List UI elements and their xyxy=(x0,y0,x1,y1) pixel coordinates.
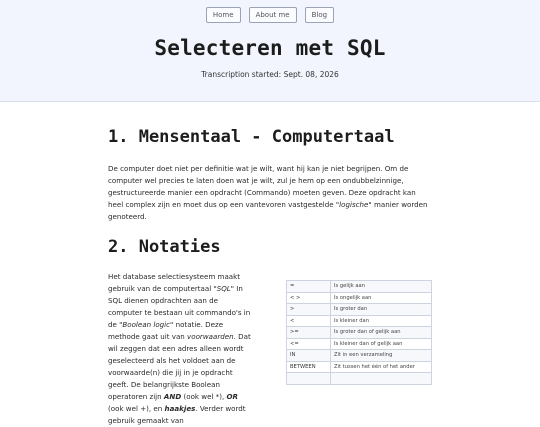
operator-cell: >= xyxy=(287,327,331,339)
description-cell: Zit in een verzameling xyxy=(331,350,432,362)
description-cell: Is gelijk aan xyxy=(331,281,432,293)
description-cell: Is groter dan xyxy=(331,304,432,316)
text-fragment: notatie. Deze methode gaat uit van xyxy=(108,320,224,341)
notaties-section xyxy=(108,271,432,425)
text-fragment: (ook wel +), en xyxy=(108,404,165,413)
text-fragment: Het database selectiesysteem maakt gebruik van de computertaal xyxy=(108,272,241,293)
top-nav xyxy=(0,7,540,23)
table-row xyxy=(287,338,432,350)
operators-table xyxy=(286,280,432,385)
description-cell: Is kleiner dan of gelijk aan xyxy=(331,338,432,350)
table-row xyxy=(287,304,432,316)
operator-cell: < > xyxy=(287,292,331,304)
nav-blog-link[interactable]: Blog xyxy=(305,7,334,23)
paragraph-italic-text: logische xyxy=(339,200,369,209)
paragraph-text-end: " manier worden genoteerd. xyxy=(108,200,428,221)
text-fragment: (ook wel *), xyxy=(181,392,227,401)
page-header xyxy=(0,0,540,102)
text-fragment: . Verder wordt gebruik gemaakt van xyxy=(108,404,246,425)
nav-about-link[interactable]: About me xyxy=(249,7,297,23)
operator-cell: = xyxy=(287,281,331,293)
or-operator-term: OR xyxy=(226,392,239,401)
table-row xyxy=(287,373,432,385)
article-content xyxy=(108,103,432,425)
section-heading-notaties: 2. Notaties xyxy=(108,237,221,257)
paragraph-text: De computer doet niet per definitie wat je wilt, want hij kan je niet begrijpen. Om de computer wel precies te laten doen wat je wilt, zul je hem op een ondubbelzinnige, gestructureerde manier een opdracht (Commando) moeten geven. Deze opdracht kan heel complex zijn en moet dus op een vantevoren vastgestelde " xyxy=(108,164,416,209)
table-row xyxy=(287,315,432,327)
haakjes-term: haakjes xyxy=(164,404,196,413)
and-operator-term: AND xyxy=(163,392,182,401)
section-heading-mensentaal: 1. Mensentaal - Computertaal xyxy=(108,127,395,147)
description-cell: Is kleiner dan xyxy=(331,315,432,327)
page-title: Selecteren met SQL xyxy=(154,36,386,60)
transcription-date: Transcription started: Sept. 08, 2026 xyxy=(201,70,339,79)
table-row xyxy=(287,292,432,304)
notaties-paragraph xyxy=(108,271,253,427)
description-cell xyxy=(331,373,432,385)
table-row xyxy=(287,327,432,339)
voorwaarden-term: voorwaarden xyxy=(187,332,234,341)
operator-cell: < xyxy=(287,315,331,327)
text-fragment: . Dat wil zeggen dat een adres alleen wordt geselecteerd als het voldoet aan de voorwaarde(n) die jij in je opdracht geeft. De belangrijkste Boolean operatoren zijn xyxy=(108,332,251,401)
table-row xyxy=(287,281,432,293)
operator-cell: IN xyxy=(287,350,331,362)
operator-cell: BETWEEN xyxy=(287,361,331,373)
boolean-logic-term: "Boolean logic" xyxy=(119,320,174,329)
text-fragment: In SQL dienen opdrachten aan de computer te bestaan uit commando's in de xyxy=(108,284,251,329)
operator-cell: <= xyxy=(287,338,331,350)
description-cell: Is ongelijk aan xyxy=(331,292,432,304)
description-cell: Is groter dan of gelijk aan xyxy=(331,327,432,339)
table-row xyxy=(287,361,432,373)
sql-term: "SQL" xyxy=(213,284,235,293)
table-row xyxy=(287,350,432,362)
operator-cell xyxy=(287,373,331,385)
description-cell: Zit tussen het één of het ander xyxy=(331,361,432,373)
operator-cell: > xyxy=(287,304,331,316)
nav-home-link[interactable]: Home xyxy=(206,7,241,23)
section-paragraph-mensentaal xyxy=(108,163,432,223)
